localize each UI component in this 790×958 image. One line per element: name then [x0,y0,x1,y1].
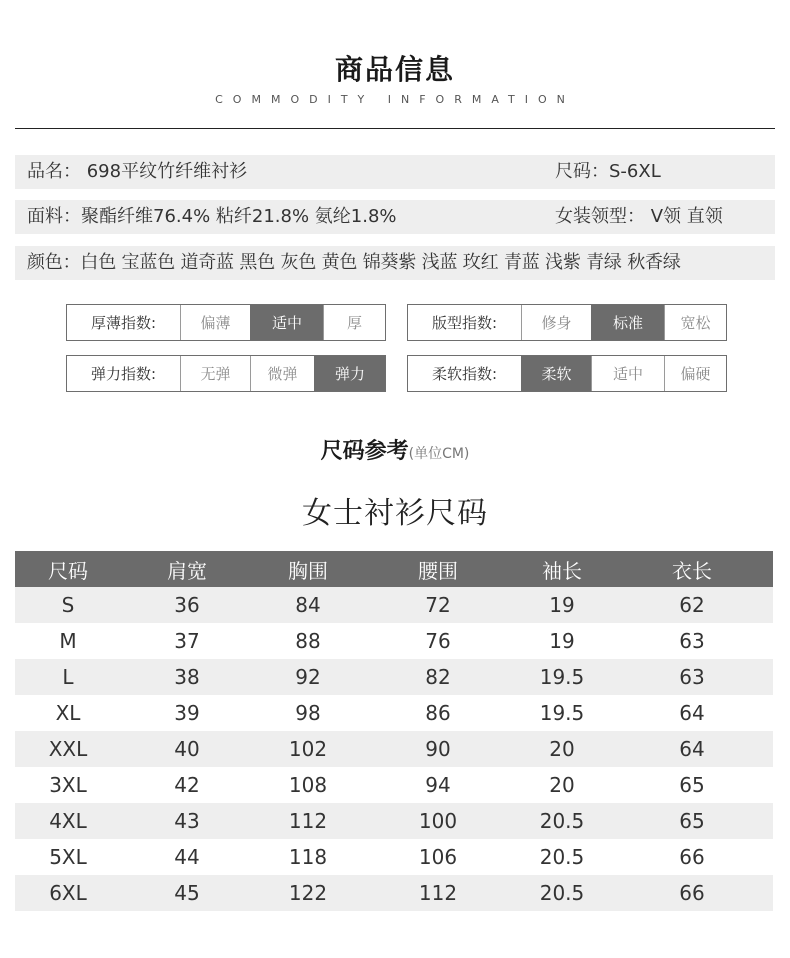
column-header: 腰围 [418,558,458,583]
table-cell: 62 [679,593,705,617]
table-cell: 36 [174,593,200,617]
table-cell: 64 [679,737,705,761]
info-row-name [15,155,775,189]
table-cell: 63 [679,629,705,653]
table-cell: 76 [425,629,451,653]
table-cell: 66 [679,881,705,905]
size-reference-heading [0,434,790,465]
table-cell: 66 [679,845,705,869]
table-row [15,839,773,875]
product-size-range: 尺码：S-6XL [555,161,661,182]
table-cell: 39 [174,701,200,725]
table-cell: 106 [418,845,458,869]
table-cell: 72 [425,593,451,617]
size-unit: (单位CM) [408,446,470,462]
table-cell: 63 [679,665,705,689]
table-row [15,803,773,839]
index-option-selected: 弹力 [314,356,385,391]
product-name: 品名： 698平纹竹纤维衬衫 [27,161,248,182]
table-cell: XL [55,701,81,725]
table-cell: 19.5 [539,665,585,689]
table-cell: L [62,665,74,689]
size-table-title: 女士衬衫尺码 [302,496,488,531]
table-cell: 20.5 [539,881,585,905]
table-cell: 20.5 [539,809,585,833]
index-option-selected: 柔软 [521,356,591,391]
table-cell: XXL [48,737,88,761]
table-cell: 98 [295,701,321,725]
index-option: 宽松 [664,305,726,340]
divider [15,128,775,129]
table-cell: 37 [174,629,200,653]
index-elasticity [66,355,386,392]
table-cell: 6XL [49,881,87,905]
table-cell: 84 [295,593,321,617]
table-row [15,587,773,623]
table-cell: 4XL [49,809,87,833]
index-option: 无弹 [180,356,250,391]
index-thickness [66,304,386,341]
table-cell: 122 [288,881,328,905]
info-row-colors [15,246,775,280]
table-cell: 102 [288,737,328,761]
table-cell: 92 [295,665,321,689]
table-row [15,659,773,695]
index-option: 修身 [521,305,591,340]
product-fabric: 面料：聚酯纤维76.4% 粘纤21.8% 氨纶1.8% [27,206,397,227]
table-cell: 19 [549,593,575,617]
column-header: 衣长 [672,558,712,583]
table-cell: 3XL [49,773,87,797]
column-header: 袖长 [542,558,582,583]
table-cell: 42 [174,773,200,797]
table-cell: 112 [418,881,458,905]
table-cell: 20.5 [539,845,585,869]
size-table [15,551,773,911]
page-title: 商品信息 [334,53,455,86]
table-row [15,695,773,731]
table-cell: 100 [418,809,458,833]
index-option-selected: 适中 [250,305,323,340]
table-cell: 64 [679,701,705,725]
table-cell: 40 [174,737,200,761]
table-row [15,767,773,803]
index-option-selected: 标准 [591,305,664,340]
size-reference-title: 尺码参考 [320,439,409,464]
table-cell: 44 [174,845,200,869]
table-row [15,623,773,659]
table-cell: 43 [174,809,200,833]
table-cell: 65 [679,809,705,833]
table-cell: 118 [288,845,328,869]
table-row [15,875,773,911]
table-cell: 45 [174,881,200,905]
table-cell: 19 [549,629,575,653]
table-cell: 20 [549,737,575,761]
table-cell: 94 [425,773,451,797]
table-cell: 38 [174,665,200,689]
index-option: 偏硬 [664,356,726,391]
table-header-row [15,551,773,587]
table-cell: 19.5 [539,701,585,725]
column-header: 肩宽 [167,558,207,583]
table-cell: 108 [288,773,328,797]
table-cell: 90 [425,737,451,761]
product-collar: 女装领型： V领 直领 [555,206,723,227]
column-header: 胸围 [288,558,328,583]
table-body [15,587,773,911]
table-cell: 65 [679,773,705,797]
table-cell: 82 [425,665,451,689]
index-fit [407,304,727,341]
index-label: 版型指数: [431,314,498,332]
table-cell: 5XL [49,845,87,869]
table-cell: 112 [288,809,328,833]
table-row [15,731,773,767]
index-option: 适中 [591,356,664,391]
index-option: 微弹 [250,356,314,391]
index-label: 厚薄指数: [90,314,157,332]
index-softness [407,355,727,392]
info-row-fabric [15,200,775,234]
index-label: 柔软指数: [431,365,498,383]
page-subtitle: COMMODITY INFORMATION [215,93,575,106]
table-cell: M [59,629,77,653]
table-cell: 86 [425,701,451,725]
index-option: 厚 [323,305,385,340]
index-option: 偏薄 [180,305,250,340]
index-label: 弹力指数: [90,365,157,383]
table-cell: 20 [549,773,575,797]
product-colors: 颜色：白色 宝蓝色 道奇蓝 黑色 灰色 黄色 锦葵紫 浅蓝 玫红 青蓝 浅紫 青绿 秋香绿 [27,252,681,273]
table-cell: S [61,593,75,617]
column-header: 尺码 [48,558,88,583]
table-cell: 88 [295,629,321,653]
